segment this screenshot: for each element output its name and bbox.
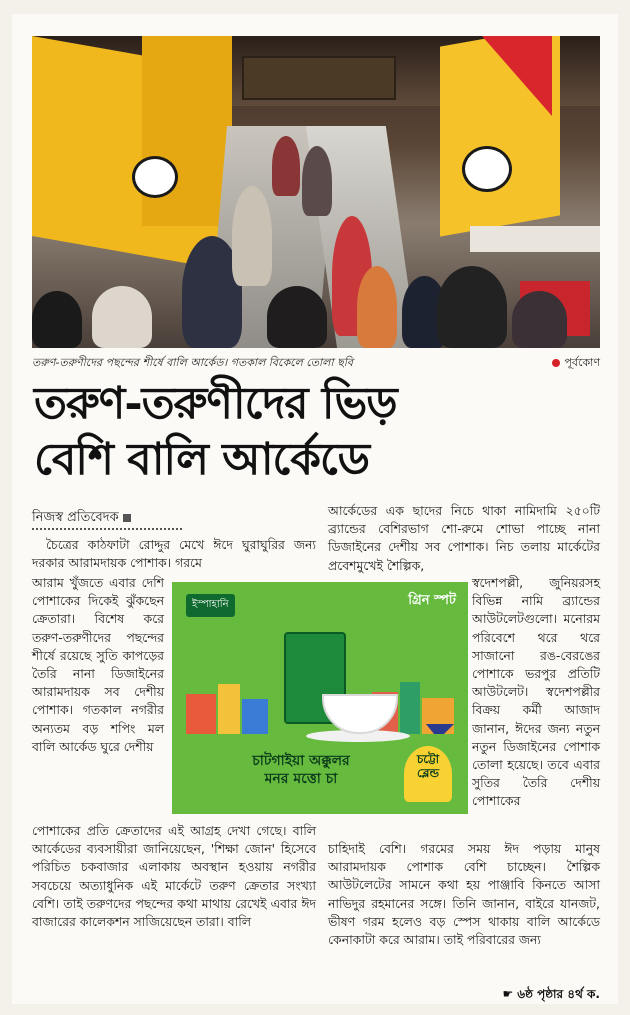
photo-credit: পূর্বকোণ — [552, 354, 600, 373]
right-column-top: আর্কেডের এক ছাদের নিচে থাকা নামিদামি ২৫০টি ব্র্যান্ডের বেশিরভাগ শো-রুমে শোভা পাচ্ছে নানা ডিজাইনের দেশীয় সব পোশাক। নিচ তলায় মার্কেটের প্রবেশমুখেই শৈল্পিক, — [328, 503, 600, 573]
ad-company-logo: ইস্পাহানি — [186, 594, 235, 617]
left-column-top: চৈত্রের কাঠফাটা রোদ্দুর মেখে ঈদে ঘুরাঘুরির জন্য দরকার আরামদায়ক পোশাক। গরমে — [32, 537, 316, 571]
newspaper-page — [12, 14, 618, 1004]
mall-screen — [242, 56, 396, 100]
byline-square-icon — [123, 514, 131, 522]
pointer-hand-icon: ☛ — [502, 987, 514, 1001]
ad-brand-logo: গ্রিন স্পট — [408, 593, 456, 608]
caption-text: তরুণ-তরুণীদের পছন্দের শীর্ষে বালি আর্কেড। গতকাল বিকেলে তোলা ছবি — [32, 356, 354, 369]
credit-dot-icon — [552, 359, 560, 367]
byline-divider — [32, 528, 182, 530]
right-column-narrow: স্বদেশপল্লী, জুনিয়রসহ বিভিন্ন নামি ব্র্যান্ডের আউটলেটগুলো। মনোরম পরিবেশে থরে থরে সাজানো রঙ-বেরঙের পোশাকে ভরপুর প্রতিটি আউটলেট। স্বদেশপল্লীর বিক্রয় কর্মী আজাদ জানান, ঈদের জন্য নতুন নতুন ডিজাইনের পোশাক তোলা হয়েছে। তবে এবার সুতির তৈরি দেশীয় পোশাকের — [472, 575, 600, 809]
headline-line-1: তরুণ-তরুণীদের ভিড় — [34, 378, 397, 429]
chatto-blend-mark: চট্টো ব্লেন্ড — [404, 746, 452, 802]
left-column-narrow: আরাম খুঁজতে এবার দেশি পোশাকের দিকেই ঝুঁকছেন ক্রেতারা। বিশেষ করে তরুণ-তরুণীদের পছন্দের শীর্ষে রয়েছে সুতি কাপড়ের তৈরি নানা ডিজাইনের আরামদায়ক সব দেশীয় পোশাক। গতকাল নগরীর অন্যতম বড় শপিং মল বালি আর্কেড ঘুরে দেশীয় — [32, 575, 164, 754]
ad-slogan: চাটগাইয়া অক্কুলর মনর মত্তো চা — [252, 753, 350, 787]
photo-caption — [32, 354, 600, 373]
panda-illustration — [132, 156, 178, 198]
continuation-note: ☛ ৬ষ্ঠ পৃষ্ঠার ৪র্থ ক. — [502, 987, 600, 1001]
byline: নিজস্ব প্রতিবেদক — [32, 508, 131, 529]
headline-line-2: বেশি বালি আর্কেডে — [34, 434, 370, 485]
news-photo — [32, 36, 600, 348]
headline — [34, 376, 594, 488]
tea-advertisement — [172, 582, 468, 814]
left-column-bottom: পোশাকের প্রতি ক্রেতাদের এই আগ্রহ দেখা গেছে। বালি আর্কেডের ব্যবসায়ীরা জানিয়েছেন, 'শিক্ষা জোন' হিসেবে পরিচিত চকবাজার এলাকায় অবস্থান হওয়ায় নগরীর সবচেয়ে অত্যাধুনিক এই মার্কেটে তরুণ ক্রেতার সংখ্যা বেশি। তাই তরুণদের পছন্দের কথা মাথায় রেখেই এবার ঈদ বাজারের কালেকশন সাজিয়েছেন তারা। বালি — [32, 823, 316, 930]
right-column-bottom: চাহিদাই বেশি। গরমের সময় ঈদ পড়ায় মানুষ আরামদায়ক পোশাক বেশি চাচ্ছেন। শৈল্পিক আউটলেটের সামনে কথা হয় পাঞ্জাবি কিনতে আসা নাভিদুর রহমানের সঙ্গে। তিনি জানান, বাইরে যানজট, ভীষণ গরম হলেও বড় স্পেস থাকায় বালি আর্কেডে কেনাকাটা করে আরাম। তাই পরিবারের জন্য — [328, 841, 600, 948]
